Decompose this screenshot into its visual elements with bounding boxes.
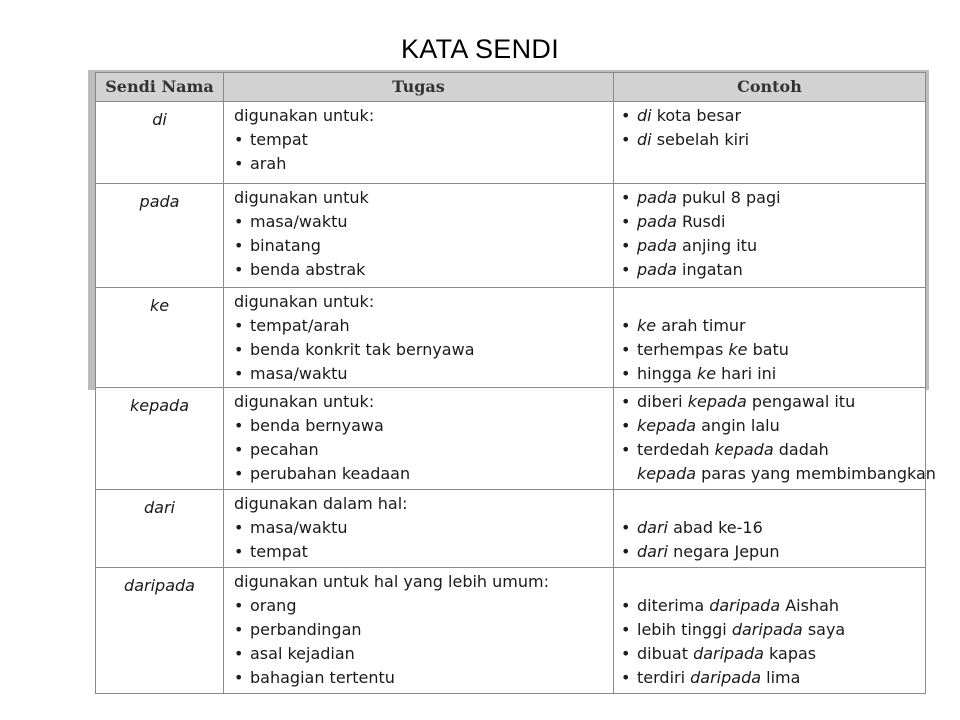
tugas-item: • masa/waktu [234,362,613,386]
tugas-item: • tempat [234,540,613,564]
contoh-item: • pada anjing itu [621,234,925,258]
header-contoh: Contoh [614,73,926,102]
tugas-item: • arah [234,152,613,176]
tugas-item: • pecahan [234,438,613,462]
contoh-cell [614,102,926,184]
tugas-intro: digunakan untuk hal yang lebih umum: [234,572,549,591]
tugas-cell [224,490,614,568]
contoh-item: • terdiri daripada lima [621,666,925,690]
tugas-intro: digunakan untuk: [234,106,375,125]
contoh-item: • diterima daripada Aishah [621,570,925,618]
tugas-cell [224,568,614,694]
sendi-cell: dari [96,490,224,568]
sendi-cell: pada [96,184,224,288]
contoh-item: • di kota besar [621,104,925,128]
tugas-item: • binatang [234,234,613,258]
contoh-item: • pada ingatan [621,258,925,282]
tugas-cell [224,184,614,288]
kata-sendi-table [95,72,936,694]
table-header-row [96,73,926,102]
tugas-cell [224,102,614,184]
tugas-intro: digunakan untuk: [234,392,375,411]
tugas-cell [224,288,614,388]
contoh-item: • pada Rusdi [621,210,925,234]
tugas-item: • asal kejadian [234,642,613,666]
contoh-item: • dibuat daripada kapas [621,642,925,666]
contoh-item: • dari abad ke-16 [621,492,925,540]
tugas-item: • orang [234,594,613,618]
header-sendi-nama: Sendi Nama [96,73,224,102]
tugas-intro: digunakan dalam hal: [234,494,408,513]
tugas-intro: digunakan untuk [234,188,369,207]
tugas-item: • bahagian tertentu [234,666,613,690]
header-tugas: Tugas [224,73,614,102]
contoh-item: • lebih tinggi daripada saya [621,618,925,642]
sendi-cell: kepada [96,388,224,490]
contoh-item: • ke arah timur [621,290,925,338]
contoh-cell [614,288,926,388]
tugas-item: • masa/waktu [234,210,613,234]
page-title: KATA SENDI [400,34,560,64]
contoh-cell [614,490,926,568]
contoh-item: • diberi kepada pengawal itu [621,390,925,414]
table-row [96,184,926,288]
table-row [96,102,926,184]
contoh-cell [614,388,936,490]
tugas-item: • tempat/arah [234,314,613,338]
tugas-item: • benda abstrak [234,258,613,282]
tugas-item: • perubahan keadaan [234,462,613,486]
tugas-item: • benda konkrit tak bernyawa [234,338,613,362]
tugas-item: • masa/waktu [234,516,613,540]
contoh-item: • terhempas ke batu [621,338,925,362]
contoh-item: • kepada angin lalu [621,414,925,438]
table-row [96,568,926,694]
contoh-item: • terdedah kepada dadah [621,438,925,462]
contoh-item-continued: kepada paras yang membimbangkan [637,464,936,483]
table-row [96,288,926,388]
contoh-item: • dari negara Jepun [621,540,925,564]
contoh-cell [614,184,926,288]
sendi-cell: di [96,102,224,184]
contoh-item: • hingga ke hari ini [621,362,925,386]
tugas-intro: digunakan untuk: [234,292,375,311]
contoh-item: • di sebelah kiri [621,128,925,152]
tugas-item: • perbandingan [234,618,613,642]
tugas-item: • benda bernyawa [234,414,613,438]
contoh-item: • pada pukul 8 pagi [621,186,925,210]
sendi-cell: daripada [96,568,224,694]
sendi-cell: ke [96,288,224,388]
tugas-item: • tempat [234,128,613,152]
table-row [96,388,926,490]
table-row [96,490,926,568]
tugas-cell [224,388,614,490]
contoh-cell [614,568,926,694]
